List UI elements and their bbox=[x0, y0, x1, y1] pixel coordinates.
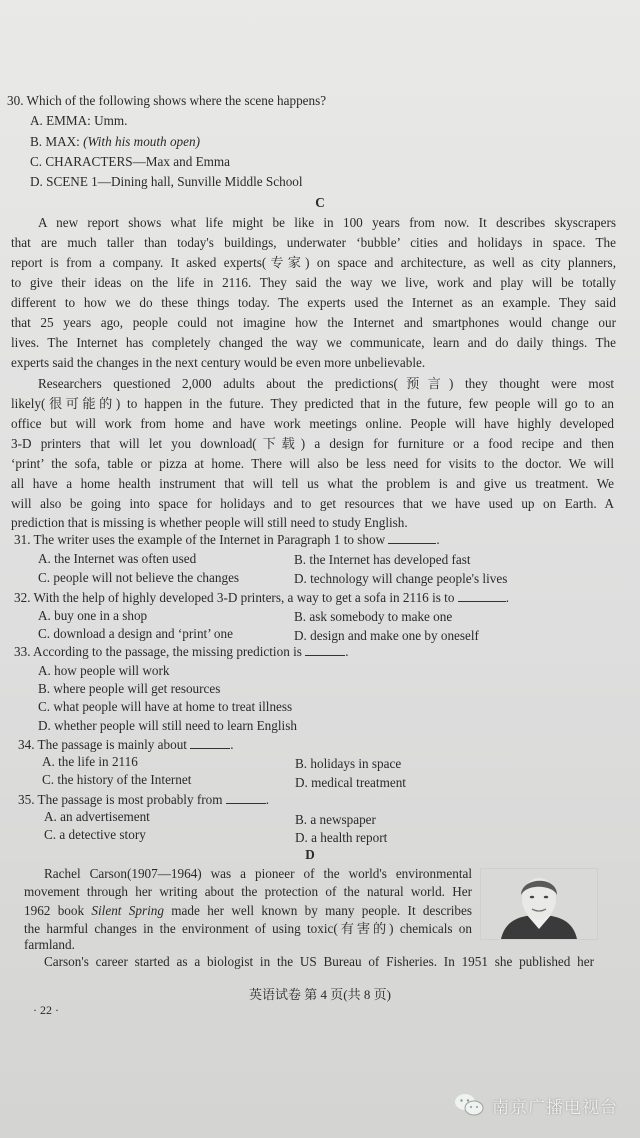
q35-option-c: C. a detective story bbox=[44, 827, 146, 842]
text-line: report is from a company. It asked experts(专家) on space and architecture, as well as city planners, bbox=[11, 255, 616, 270]
q32-option-b: B. ask somebody to make one bbox=[294, 609, 453, 624]
q32-option-a: A. buy one in a shop bbox=[38, 608, 148, 623]
text-line: all have a home health instrument that will tell us what the problem is and give us treatment. We bbox=[11, 476, 614, 491]
q33-stem: 33. According to the passage, the missing prediction is . bbox=[14, 644, 349, 659]
section-d-paragraph-2-line-1: Carson's career started as a biologist in the US Bureau of Fisheries. In 1951 she published her bbox=[44, 954, 594, 969]
q35-option-b: B. a newspaper bbox=[295, 812, 376, 827]
q35-option-a: A. an advertisement bbox=[44, 809, 150, 824]
q35-stem: 35. The passage is most probably from . bbox=[18, 792, 270, 807]
q31-option-b: B. the Internet has developed fast bbox=[294, 552, 471, 567]
text-line: movement through her writing about the protection of the natural world. Her bbox=[24, 884, 472, 899]
q32-option-c: C. download a design and ‘print’ one bbox=[38, 626, 233, 641]
q32-option-d: D. design and make one by oneself bbox=[294, 628, 479, 643]
q35-option-d: D. a health report bbox=[295, 830, 388, 845]
section-c-heading: C bbox=[315, 195, 325, 210]
q33-option-b: B. where people will get resources bbox=[38, 681, 221, 696]
q34-option-b: B. holidays in space bbox=[295, 756, 402, 771]
answer-blank bbox=[226, 791, 266, 804]
text-line: different to how we do these things today. The experts used the Internet as an example. They said bbox=[11, 295, 616, 310]
answer-blank bbox=[190, 736, 230, 749]
q34-option-d: D. medical treatment bbox=[295, 775, 406, 790]
q30-option-c: C. CHARACTERS—Max and Emma bbox=[30, 154, 231, 169]
page-footer: 英语试卷 第 4 页(共 8 页) bbox=[249, 987, 391, 1002]
q30-stem: 30. Which of the following shows where the scene happens? bbox=[7, 93, 327, 108]
q30-option-a: A. EMMA: Umm. bbox=[30, 113, 128, 128]
text-line: will also be going into space for holidays and to get resources that we have used up on Earth. A bbox=[11, 496, 614, 511]
text-line: Rachel Carson(1907—1964) was a pioneer of the world's environmental bbox=[44, 866, 472, 881]
text-line: farmland. bbox=[24, 937, 75, 952]
text-line: the harmful changes in the environment of using toxic(有害的) chemicals on bbox=[24, 921, 472, 936]
text-line: ‘print’ the sofa, table or pizza at home. There will also be less need for visits to the doctor. We will bbox=[11, 456, 614, 471]
text-line: experts said the changes in the next century would be even more unbelievable. bbox=[11, 355, 426, 370]
q31-option-d: D. technology will change people's lives bbox=[294, 571, 508, 586]
q31-option-c: C. people will not believe the changes bbox=[38, 570, 240, 585]
rachel-carson-photo bbox=[480, 868, 598, 940]
q34-stem: 34. The passage is mainly about . bbox=[18, 737, 234, 752]
q33-option-a: A. how people will work bbox=[38, 663, 170, 678]
text-line: lives. The Internet has completely changed the way we communicate, learn and do daily things. The bbox=[11, 335, 616, 350]
text-line: Researchers questioned 2,000 adults about the predictions(预言) they thought were most bbox=[38, 376, 614, 391]
text-line: that 25 years ago, people could not imagine how the Internet and smartphones would change our bbox=[11, 315, 616, 330]
text-line: that are much taller than today's buildings, underwater ‘bubble’ cities and holidays in space. The bbox=[11, 235, 616, 250]
q33-option-d: D. whether people will still need to learn English bbox=[38, 718, 297, 733]
answer-blank bbox=[458, 589, 506, 602]
text-line: 1962 book Silent Spring made her well known by many people. It describes bbox=[24, 903, 473, 918]
page-number: · 22 · bbox=[33, 1003, 59, 1017]
answer-blank bbox=[305, 643, 345, 656]
text-line: A new report shows what life might be like in 100 years from now. It describes skyscrapers bbox=[38, 215, 616, 230]
section-d-heading: D bbox=[305, 847, 315, 862]
broadcaster-watermark bbox=[454, 1092, 618, 1118]
text-line: 3-D printers that will let you download(下载) a design for furniture or a food recipe and then bbox=[11, 436, 614, 451]
q34-option-c: C. the history of the Internet bbox=[42, 772, 192, 787]
watermark-text: 南京广播电视台 bbox=[492, 1097, 618, 1118]
q30-option-d: D. SCENE 1—Dining hall, Sunville Middle School bbox=[30, 174, 303, 189]
q31-option-a: A. the Internet was often used bbox=[38, 551, 197, 566]
q34-option-a: A. the life in 2116 bbox=[42, 754, 138, 769]
q33-option-c: C. what people will have at home to treat illness bbox=[38, 699, 293, 714]
q32-stem: 32. With the help of highly developed 3-D printers, a way to get a sofa in 2116 is to . bbox=[14, 590, 510, 605]
wechat-icon bbox=[454, 1092, 484, 1118]
answer-blank bbox=[388, 531, 436, 544]
text-line: likely(很可能的) to happen in the future. They predicted that in the future, few people will go to an bbox=[11, 396, 614, 411]
text-line: prediction that is missing is whether people will still need to study English. bbox=[11, 515, 408, 530]
text-line: to give their ideas on the life in 2116. They said the way we live, work and play will be totally bbox=[11, 275, 616, 290]
text-line: office but will work from home and have work meetings online. People will have highly developed bbox=[11, 416, 614, 431]
q31-stem: 31. The writer uses the example of the Internet in Paragraph 1 to show . bbox=[14, 532, 440, 547]
q30-option-b: B. MAX: (With his mouth open) bbox=[30, 134, 200, 149]
